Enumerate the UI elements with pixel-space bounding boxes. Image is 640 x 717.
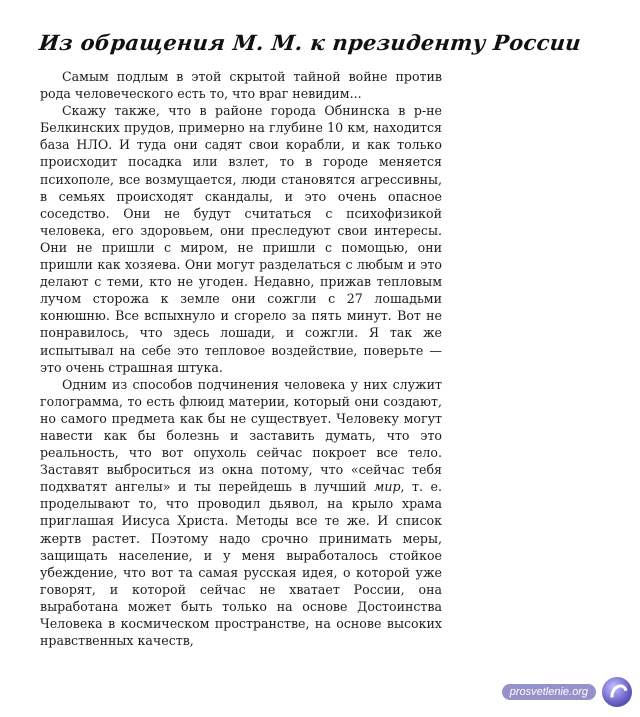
paragraph-3 bbox=[40, 376, 442, 650]
site-watermark bbox=[502, 677, 632, 707]
paragraph-2: Скажу также, что в районе города Обнинска в р-не Белкинских прудов, примерно на глубине 10 км, находится база НЛО. И туда они садят свои корабли, и как только происходит посадка или взлет, то в городе меняется психополе, все возмущается, люди становятся агрессивны, в семьях происходят скандалы, и это очень опасное соседство. Они не будут считаться с психофизикой человека, его здоровьем, они преследуют свои интересы. Они не пришли с миром, не пришли с помощью, они пришли как хозяева. Они могут разделаться с любым и это делают с теми, кто не угоден. Недавно, прижав тепловым лучом сторожа к земле они сожгли с 27 лошадьми конюшню. Все вспыхнуло и сгорело за пять минут. Вот не понравилось, что здесь лошади, и сожгли. Я так же испытывал на себе это тепловое воздействие, поверьте — это очень страшная штука. bbox=[40, 103, 442, 375]
body-text bbox=[40, 68, 442, 649]
watermark-site-name: prosvetlenie.org bbox=[502, 684, 596, 700]
paragraph-1: Самым подлым в этой скрытой тайной войне против рода человеческого есть то, что враг невидим... bbox=[40, 69, 442, 102]
paragraph-3-emphasis: мир bbox=[373, 479, 401, 495]
paragraph-3-part-2: , т. е. проделывают то, что проводил дьявол, на крыло храма приглашая Иисуса Христа. Методы все те же. И список жертв растет. Поэтому надо срочно принимать меры, защищать население, и у меня выработалось стойкое убеждение, что вот та самая русская идея, о которой уже говорят, и которой сейчас не хватает России, она выработана может быть только на основе Достоинства Человека в космическом пространстве, на основе высоких нравственных качеств, bbox=[40, 479, 443, 649]
page-heading: Из обращения М. М. к президенту России bbox=[38, 30, 583, 55]
yin-swirl-icon bbox=[602, 677, 632, 707]
paragraph-3-part-1: Одним из способов подчинения человека у них служит голограмма, то есть флюид материи, который они создают, но самого предмета как бы не существует. Человеку могут навести как бы болезнь и заставить думать, что это реальность, что вот опухоль сейчас покроет все тело. Заставят выброситься из окна потому, что «сейчас тебя подхватят ангелы» и ты перейдешь в лучший bbox=[40, 376, 442, 495]
